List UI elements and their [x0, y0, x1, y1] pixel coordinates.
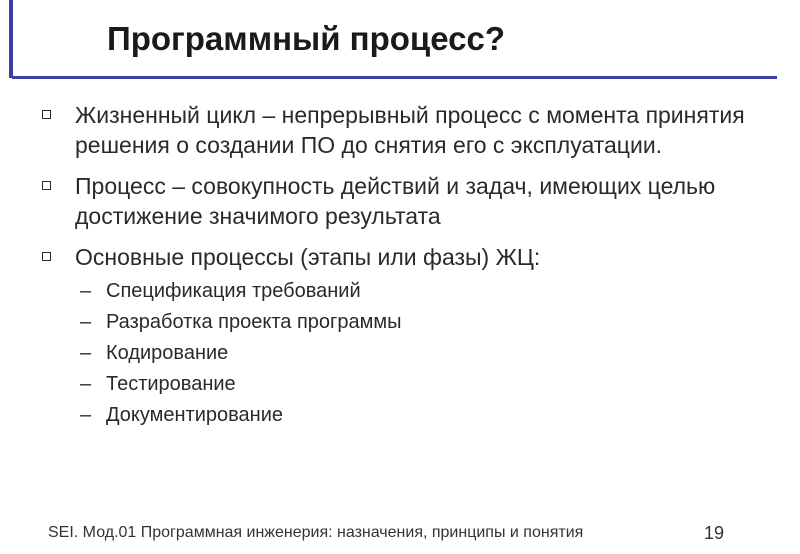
bullet-item	[40, 242, 760, 272]
sub-item	[40, 338, 760, 369]
sub-item-text: Тестирование	[106, 373, 236, 395]
sub-item-text: Кодирование	[106, 342, 229, 364]
dash-bullet: –	[80, 311, 92, 333]
sub-item	[40, 307, 760, 338]
sub-item	[40, 400, 760, 431]
footer-text: SEI. Мод.01 Программная инженерия: назначения, принципы и понятия	[48, 524, 584, 541]
square-bullet-icon	[42, 181, 51, 190]
square-bullet-icon	[42, 110, 51, 119]
slide-body	[40, 100, 760, 431]
bullet-item	[40, 100, 760, 160]
title-underline	[12, 76, 777, 79]
slide-title: Программный процесс?	[107, 20, 505, 57]
square-bullet-icon	[42, 252, 51, 261]
sub-list	[40, 276, 760, 431]
sub-item-text: Разработка проекта программы	[106, 311, 402, 333]
sub-item-text: Спецификация требований	[106, 280, 361, 302]
sub-item	[40, 369, 760, 400]
bullet-item	[40, 171, 760, 231]
dash-bullet: –	[80, 280, 92, 302]
dash-bullet: –	[80, 342, 92, 364]
page-number: 19	[704, 523, 725, 543]
bullet-text: Процесс – совокупность действий и задач, имеющих целью достижение значимого результата	[75, 173, 716, 229]
bullet-text: Жизненный цикл – непрерывный процесс с момента принятия решения о создании ПО до снятия его с эксплуатации.	[75, 102, 745, 158]
dash-bullet: –	[80, 373, 92, 395]
sub-item-text: Документирование	[106, 404, 284, 426]
title-accent-bar	[0, 0, 13, 78]
dash-bullet: –	[80, 404, 92, 426]
sub-item	[40, 276, 760, 307]
bullet-text: Основные процессы (этапы или фазы) ЖЦ:	[75, 244, 541, 270]
